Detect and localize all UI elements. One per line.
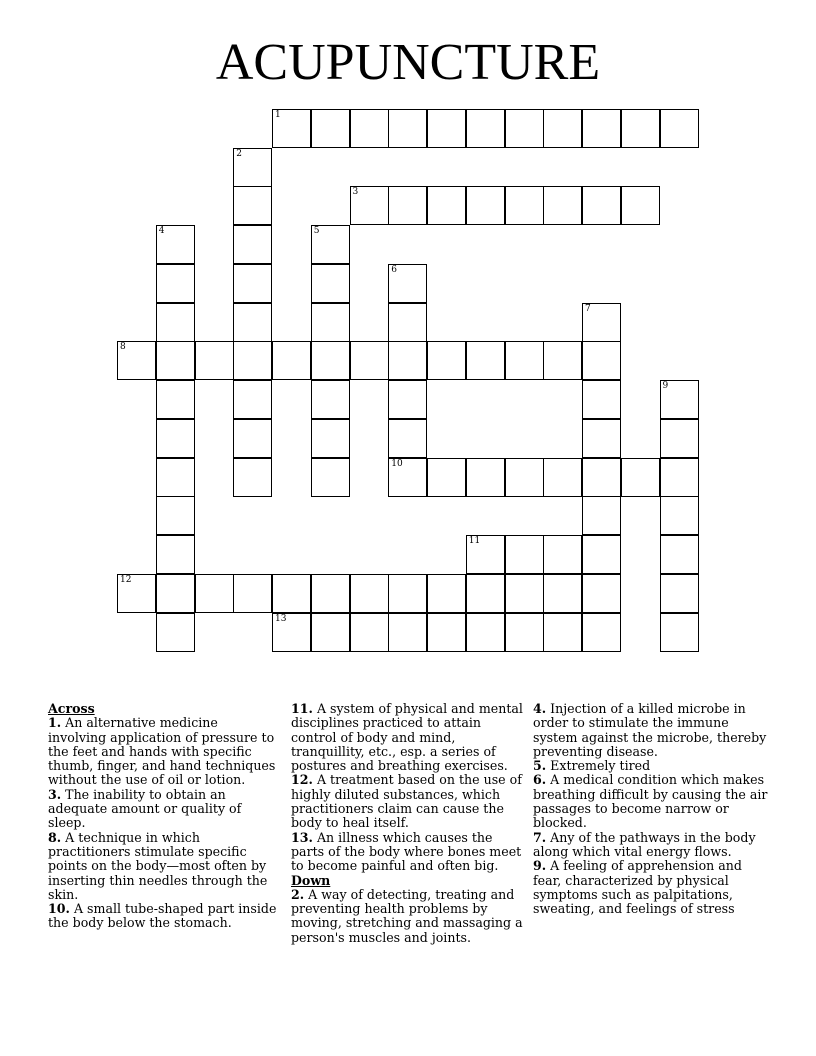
- grid-cell[interactable]: [311, 419, 350, 458]
- grid-cell[interactable]: [156, 419, 195, 458]
- grid-cell[interactable]: [233, 303, 272, 342]
- grid-cell[interactable]: [311, 225, 350, 264]
- grid-cell[interactable]: [388, 613, 427, 652]
- grid-cell[interactable]: [621, 186, 660, 225]
- grid-cell[interactable]: [388, 264, 427, 303]
- grid-cell[interactable]: [195, 341, 234, 380]
- grid-cell[interactable]: [543, 535, 582, 574]
- grid-cell[interactable]: [156, 341, 195, 380]
- grid-cell[interactable]: [427, 458, 466, 497]
- grid-cell[interactable]: [311, 109, 350, 148]
- clue-across-12: 12. A treatment based on the use of highly diluted substances, which practitioners claim can cause the body to heal itself.: [291, 772, 522, 831]
- grid-cell[interactable]: [272, 341, 311, 380]
- grid-cell[interactable]: [233, 264, 272, 303]
- grid-cell[interactable]: [466, 458, 505, 497]
- clue-down-4: 4. Injection of a killed microbe in order to stimulate the immune system against the microbe, thereby preventing disease.: [533, 701, 767, 759]
- grid-cell[interactable]: [621, 458, 660, 497]
- grid-cell[interactable]: [388, 341, 427, 380]
- grid-cell[interactable]: [582, 380, 621, 419]
- grid-cell[interactable]: [156, 303, 195, 342]
- grid-cell[interactable]: [233, 419, 272, 458]
- clue-across-3: 3. The inability to obtain an adequate amount or quality of sleep.: [48, 786, 242, 831]
- grid-cell[interactable]: [582, 535, 621, 574]
- grid-cell[interactable]: [233, 458, 272, 497]
- grid-cell[interactable]: [233, 341, 272, 380]
- clue-down-9: 9. A feeling of apprehension and fear, characterized by physical symptoms such as palpitations, sweating, and feelings of stress: [533, 858, 742, 917]
- grid-cell[interactable]: [427, 341, 466, 380]
- grid-cell[interactable]: [582, 574, 621, 613]
- grid-cell[interactable]: [388, 109, 427, 148]
- grid-cell[interactable]: [311, 341, 350, 380]
- clue-across-11: 11. A system of physical and mental disciplines practiced to attain control of body and mind, tranquillity, etc., esp. a series of postures and breathing exercises.: [291, 701, 523, 774]
- clue-number: 5: [313, 226, 320, 236]
- grid-cell[interactable]: [272, 109, 311, 148]
- grid-cell[interactable]: [505, 109, 544, 148]
- grid-cell[interactable]: [660, 458, 699, 497]
- grid-cell[interactable]: [660, 109, 699, 148]
- clue-number: 4: [158, 226, 165, 236]
- grid-cell[interactable]: [427, 613, 466, 652]
- grid-cell[interactable]: [466, 535, 505, 574]
- clue-number: 2: [236, 148, 242, 159]
- grid-cell[interactable]: [660, 419, 699, 458]
- grid-cell[interactable]: [156, 496, 195, 535]
- grid-cell[interactable]: [505, 458, 544, 497]
- grid-cell[interactable]: [233, 148, 272, 187]
- clue-number: 10: [391, 458, 403, 469]
- grid-cell[interactable]: [311, 303, 350, 342]
- grid-cell[interactable]: [543, 186, 582, 225]
- grid-cell[interactable]: [543, 109, 582, 148]
- grid-cell[interactable]: [582, 419, 621, 458]
- grid-cell[interactable]: [466, 341, 505, 380]
- grid-cell[interactable]: [272, 613, 311, 652]
- grid-cell[interactable]: [427, 574, 466, 613]
- clue-number: 8: [120, 342, 126, 353]
- grid-cell[interactable]: [505, 574, 544, 613]
- grid-cell[interactable]: [466, 109, 505, 148]
- grid-cell[interactable]: [156, 535, 195, 574]
- grid-cell[interactable]: [156, 458, 195, 497]
- grid-cell[interactable]: [505, 186, 544, 225]
- grid-cell[interactable]: [195, 574, 234, 613]
- grid-cell[interactable]: [311, 264, 350, 303]
- clue-number: 11: [468, 536, 481, 546]
- grid-cell[interactable]: [543, 341, 582, 380]
- clue-number: 9: [662, 381, 669, 391]
- grid-cell[interactable]: [543, 458, 582, 497]
- grid-cell[interactable]: [582, 613, 621, 652]
- grid-cell[interactable]: [388, 303, 427, 342]
- grid-cell[interactable]: [582, 458, 621, 497]
- grid-cell[interactable]: [350, 109, 389, 148]
- grid-cell[interactable]: [582, 496, 621, 535]
- clue-number: 7: [585, 303, 591, 314]
- grid-cell[interactable]: [156, 264, 195, 303]
- clue-across-8: 8. A technique in which practitioners stimulate specific points on the body—most often by inserting thin needles through the skin.: [48, 829, 268, 902]
- grid-cell[interactable]: [272, 574, 311, 613]
- grid-cell[interactable]: [388, 574, 427, 613]
- grid-cell[interactable]: [233, 186, 272, 225]
- grid-cell[interactable]: [388, 458, 427, 497]
- grid-cell[interactable]: [311, 613, 350, 652]
- grid-cell[interactable]: [427, 109, 466, 148]
- grid-cell[interactable]: [311, 574, 350, 613]
- grid-cell[interactable]: [543, 613, 582, 652]
- puzzle-title: ACUPUNCTURE: [215, 34, 601, 91]
- clue-across-1: 1. An alternative medicine involving application of pressure to the feet and hands with specific thumb, finger, and hand techniques without the use of oil or lotion.: [48, 715, 276, 788]
- grid-cell[interactable]: [505, 613, 544, 652]
- clue-number: 3: [352, 187, 359, 198]
- grid-cell[interactable]: [350, 574, 389, 613]
- grid-cell[interactable]: [505, 341, 544, 380]
- grid-cell[interactable]: [350, 341, 389, 380]
- grid-cell[interactable]: [311, 380, 350, 419]
- grid-cell[interactable]: [582, 303, 621, 342]
- clue-number: 6: [391, 264, 397, 275]
- grid-cell[interactable]: [660, 380, 699, 419]
- grid-cell[interactable]: [466, 574, 505, 613]
- clue-number: 12: [120, 574, 132, 585]
- grid-cell[interactable]: [156, 613, 195, 652]
- grid-cell[interactable]: [388, 380, 427, 419]
- grid-cell[interactable]: [156, 380, 195, 419]
- clue-column-2: [291, 702, 523, 945]
- grid-cell[interactable]: [427, 186, 466, 225]
- grid-cell[interactable]: [582, 109, 621, 148]
- grid-cell[interactable]: [117, 574, 156, 613]
- grid-cell[interactable]: [233, 574, 272, 613]
- grid-cell[interactable]: [543, 574, 582, 613]
- clue-number: 13: [275, 613, 287, 624]
- grid-cell[interactable]: [582, 186, 621, 225]
- grid-cell[interactable]: [660, 574, 699, 613]
- clue-across-10: 10. A small tube-shaped part inside the body below the stomach.: [48, 901, 277, 931]
- clue-column-3: [533, 702, 771, 916]
- grid-cell[interactable]: [388, 186, 427, 225]
- grid-cell[interactable]: [350, 186, 389, 225]
- clue-across-13: 13. An illness which causes the parts of the body where bones meet to become painful and often big.: [291, 829, 522, 874]
- grid-cell[interactable]: [117, 341, 156, 380]
- grid-cell[interactable]: [505, 535, 544, 574]
- grid-cell[interactable]: [311, 458, 350, 497]
- clue-down-6: 6. A medical condition which makes breathing difficult by causing the air passages to become narrow or blocked.: [533, 772, 768, 831]
- grid-cell[interactable]: [388, 419, 427, 458]
- clue-column-1: [48, 702, 280, 931]
- grid-cell[interactable]: [582, 341, 621, 380]
- grid-cell[interactable]: [660, 613, 699, 652]
- grid-cell[interactable]: [156, 574, 195, 613]
- grid-cell[interactable]: [660, 496, 699, 535]
- grid-cell[interactable]: [660, 535, 699, 574]
- clue-down-5: 5. Extremely tired: [533, 758, 651, 774]
- across-heading: Across: [48, 701, 95, 716]
- clue-down-7: 7. Any of the pathways in the body along which vital energy flows.: [533, 829, 756, 859]
- grid-cell[interactable]: [233, 380, 272, 419]
- clue-down-2: 2. A way of detecting, treating and preventing health problems by moving, stretching and massaging a person's muscles and joints.: [291, 886, 523, 945]
- grid-cell[interactable]: [466, 186, 505, 225]
- grid-cell[interactable]: [233, 225, 272, 264]
- grid-cell[interactable]: [466, 613, 505, 652]
- grid-cell[interactable]: [156, 225, 195, 264]
- clue-number: 1: [275, 109, 281, 120]
- down-heading: Down: [291, 872, 331, 888]
- grid-cell[interactable]: [350, 613, 389, 652]
- grid-cell[interactable]: [621, 109, 660, 148]
